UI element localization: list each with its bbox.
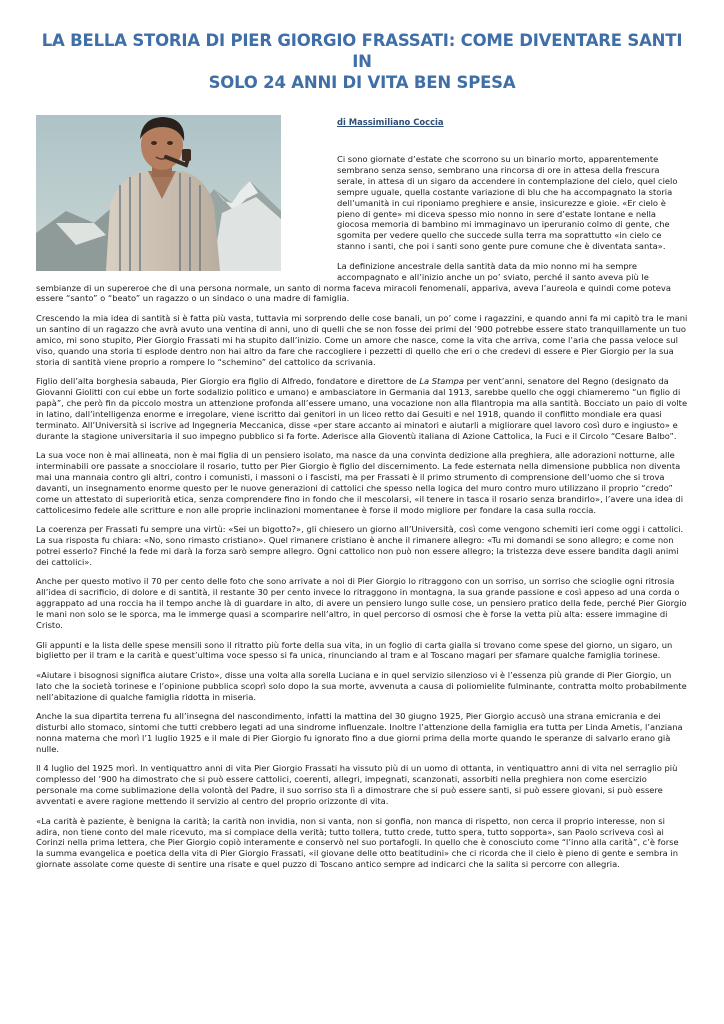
paragraph-2: La definizione ancestrale della santità data da mio nonno mi ha sempre accompagnato e all’inizio anche un po’ sviato, perché il santo aveva più le sembianze di un supereroe che di una persona normale, un santo di norma faceva miracoli fenomenali, appariva, aveva l’aureola e quindi come poteva essere “santo” o “beato” un ragazzo o un sindaco o una madre di famiglia. (36, 260, 671, 304)
paragraph-5: La sua voce non è mai allineata, non è mai figlia di un pensiero isolato, ma nasce da una convinta dedizione alla preghiera, alle adorazioni notturne, alle interminabili ore passate a snocciolare il rosario, tutto per Pier Giorgio è figlio del discernimento. La fede esternata nella dimensione pubblica non diventa mai una mannaia contro gli altri, contro i comunisti, i massoni o i fascisti, ma per Frassati è il primo strumento di comprensione dell’uomo che si trova davanti, un insegnamento enorme questo per le nuove generazioni di cattolici che spesso nella logica del muro contro muro utilizzano il proprio “credo” come un attestato di superiorità etica, senza comprendere fino in fondo che il mescolarsi, «il tenere in tasca il rosario senza brandirlo», l’avere una idea di cattolicesimo fedele alle scritture e non alle proprie inclinazioni momentanee è forse il modo migliore per fondare la casa sulla roccia. (36, 450, 684, 515)
paragraph-8: Gli appunti e la lista delle spese mensili sono il ritratto più forte della sua vita, in un foglio di carta gialla si trovano come spese del giorno, un sigaro, un biglietto per il tram e la carità e quest’ultima voce spesso si fa unica, rinunciando al tram e al Toscano magari per sfamare qualche famiglia torinese. (36, 639, 673, 661)
paragraph-4-part-2: per vent’anni, senatore del Regno (designato da Giovanni Giolitti con cui ebbe un forte sodalizio politico e umano) e ambasciatore in Germania dal 1913, sarebbe quello che oggi chiameremo “un figlio di papà”, che però fin da piccolo mostra un attenzione profonda all’essere umano, una vocazione non alla filantropia ma alla santità. Bocciato un paio di volte in latino, dall’intelligenza enorme e irregolare, viene iscritto dai genitori in un liceo retto dai Gesuiti e nel 1918, quando il conflitto mondiale era quasi terminato. All’Università si iscrive ad Ingegneria Meccanica, disse «per stare accanto ai minatori e aiutarli a migliorare quel lavoro così duro e ingiusto» e durante la stagione universitaria il suo impegno pubblico si fa forte. Aderisce alla Gioventù italiana di Azione Cattolica, la Fuci e il Circolo “Cesare Balbo”. (36, 376, 688, 441)
article-title-line-1: LA BELLA STORIA DI PIER GIORGIO FRASSATI: COME DIVENTARE SANTI IN (41, 31, 683, 71)
paragraph-12: «La carità è paziente, è benigna la carità; la carità non invidia, non si vanta, non si gonfia, non manca di rispetto, non cerca il proprio interesse, non si adira, non tiene conto del male ricevuto, ma si compiace della verità; tutto tollera, tutto crede, tutto spera, tutto sopporta», san Paolo scriveva così ai Corinzi nella prima lettera, che Pier Giorgio copiò interamente e conservò nel suo portafogli. In quello che è conosciuto come “l’inno alla carità”, c’è forse la summa evangelica e poetica della vita di Pier Giorgio Frassati, «il giovane delle otto beatitudini» che ci ricorda che il cielo è pieno di gente e sembra in giornate assolate come queste di sentire una risate e quel puzzo di Toscano antico sempre ad indicarci che la salita si percorre con allegria. (36, 815, 679, 870)
article-title-line-2: SOLO 24 ANNI DI VITA BEN SPESA (208, 73, 516, 92)
paragraph-10: Anche la sua dipartita terrena fu all’insegna del nascondimento, infatti la mattina del 30 giugno 1925, Pier Giorgio accusò una strana emicrania e dei disturbi allo stomaco, sintomi che tutti crebbero legati ad una sindrome influenzale. Inoltre l’attenzione della famiglia era tutta per Linda Ametis, l’anziana nonna materna che morì l’1 luglio 1925 e il male di Pier Giorgio fu ignorato fino a due giorni prima della morte quando le speranze di salvarlo erano già nulle. (36, 711, 683, 754)
paragraph-4 (36, 376, 688, 441)
newspaper-name: La Stampa (419, 376, 464, 387)
article-byline: di Massimiliano Coccia (337, 117, 444, 127)
portrait-photo (36, 115, 281, 271)
paragraph-7: Anche per questo motivo il 70 per cento delle foto che sono arrivate a noi di Pier Giorgio lo ritraggono con un sorriso, un sorriso che scioglie ogni ritrosia all’idea di sacrificio, di dolore e di santità, il restante 30 per cento invece lo ritraggono in montagna, la sua grande passione e così appeso ad una corda o aggrappato ad una roccia ha il tempo anche là di guardare in alto, di avere un pensiero lungo sulle cose, un pensiero pratico della fede, perché Pier Giorgio le mani non solo se le sporca, ma le immerge quasi a scomparire nell’altro, in quel percorso di osmosi che è forse la vetta più alta: essere immagine di Cristo. (36, 576, 687, 630)
paragraph-1: Ci sono giornate d’estate che scorrono su un binario morto, apparentemente sembrano senza senso, sembrano una rincorsa di ore in attesa della frescura serale, in attesa di un sigaro da accendere in contemplazione del cielo, quel cielo sempre uguale, quella costante variazione di blu che ha accompagnato la storia dell’umanità in cui riponiamo preghiere e ansie, insicurezze e gioie. «Er cielo è pieno di gente» mi diceva spesso mio nonno in sere d’estate lontane e nella giocosa memoria di bambino mi immaginavo un iperuranio colmo di gente, che sgomita per vedere quello che succede sulla terra ma soprattutto «in cielo ce stanno i santi, che poi i santi sono gente pure comune che è diventata santa». (337, 154, 678, 252)
article-title (36, 0, 688, 93)
paragraph-9: «Aiutare i bisognosi significa aiutare Cristo», disse una volta alla sorella Luciana e in quel servizio silenzioso vi è l’essenza più grande di Pier Giorgio, un lato che la società torinese e l’opinione pubblica scoprì solo dopo la sua morte, avvenuta a causa di poliomielite fulminante, contratta molto probabilmente nell’abitazione di qualche famiglia ridotta in miseria. (36, 669, 687, 702)
paragraph-3: Crescendo la mia idea di santità si è fatta più vasta, tuttavia mi sorprendo delle cose banali, un po’ come i ragazzini, e quando anni fa mi capitò tra le mani un santino di un ragazzo che avrà avuto una ventina di anni, uno di quelli che se non fosse dei primi del ’900 potrebbe essere stato tranquillamente un tuo amico, mi sono stupito, Pier Giorgio Frassati mi ha stupito dall’inizio. Come un amore che nasce, come la vita che arriva, come l’aria che passa veloce sul viso, quando una storia ti esplode dentro non hai altro da fare che raccogliere i pezzetti di quello che eri o che credevi di essere e Pier Giorgio per la sua storia di santità viene proprio a rompere lo “schemino” del cattolico da scrivania. (36, 312, 688, 367)
paragraph-4-part-1: Figlio dell’alta borghesia sabauda, Pier Giorgio era figlio di Alfredo, fondatore e direttore de (36, 376, 420, 387)
paragraph-6: La coerenza per Frassati fu sempre una virtù: «Sei un bigotto?», gli chiesero un giorno all’Università, così come vengono schemiti ieri come oggi i cattolici. La sua risposta fu chiara: «No, sono rimasto cristiano». Quel rimanere cristiano è anche il rimanere allegro: «Tu mi domandi se sono allegro; e come non potrei esserlo? Finché la fede mi darà la forza sarò sempre allegro. Ogni cattolico non può non essere allegro; la tristezza deve essere bandita dagli animi dei cattolici». (36, 524, 684, 567)
paragraph-11: Il 4 luglio del 1925 morì. In ventiquattro anni di vita Pier Giorgio Frassati ha vissuto più di un uomo di ottanta, in ventiquattro anni di vita nel serraglio più complesso del ’900 ha dimostrato che si può essere cattolici, coerenti, allegri, impegnati, scanzonati, assorbiti nella preghiera non come esercizio personale ma come sublimazione della volontà del Padre, il suo sorriso sta lì a dimostrare che si può essere santi, si può essere giovani, si può essere avventati e avere ragione mettendo il servizio al centro del proprio orizzonte di vita. (36, 763, 678, 807)
